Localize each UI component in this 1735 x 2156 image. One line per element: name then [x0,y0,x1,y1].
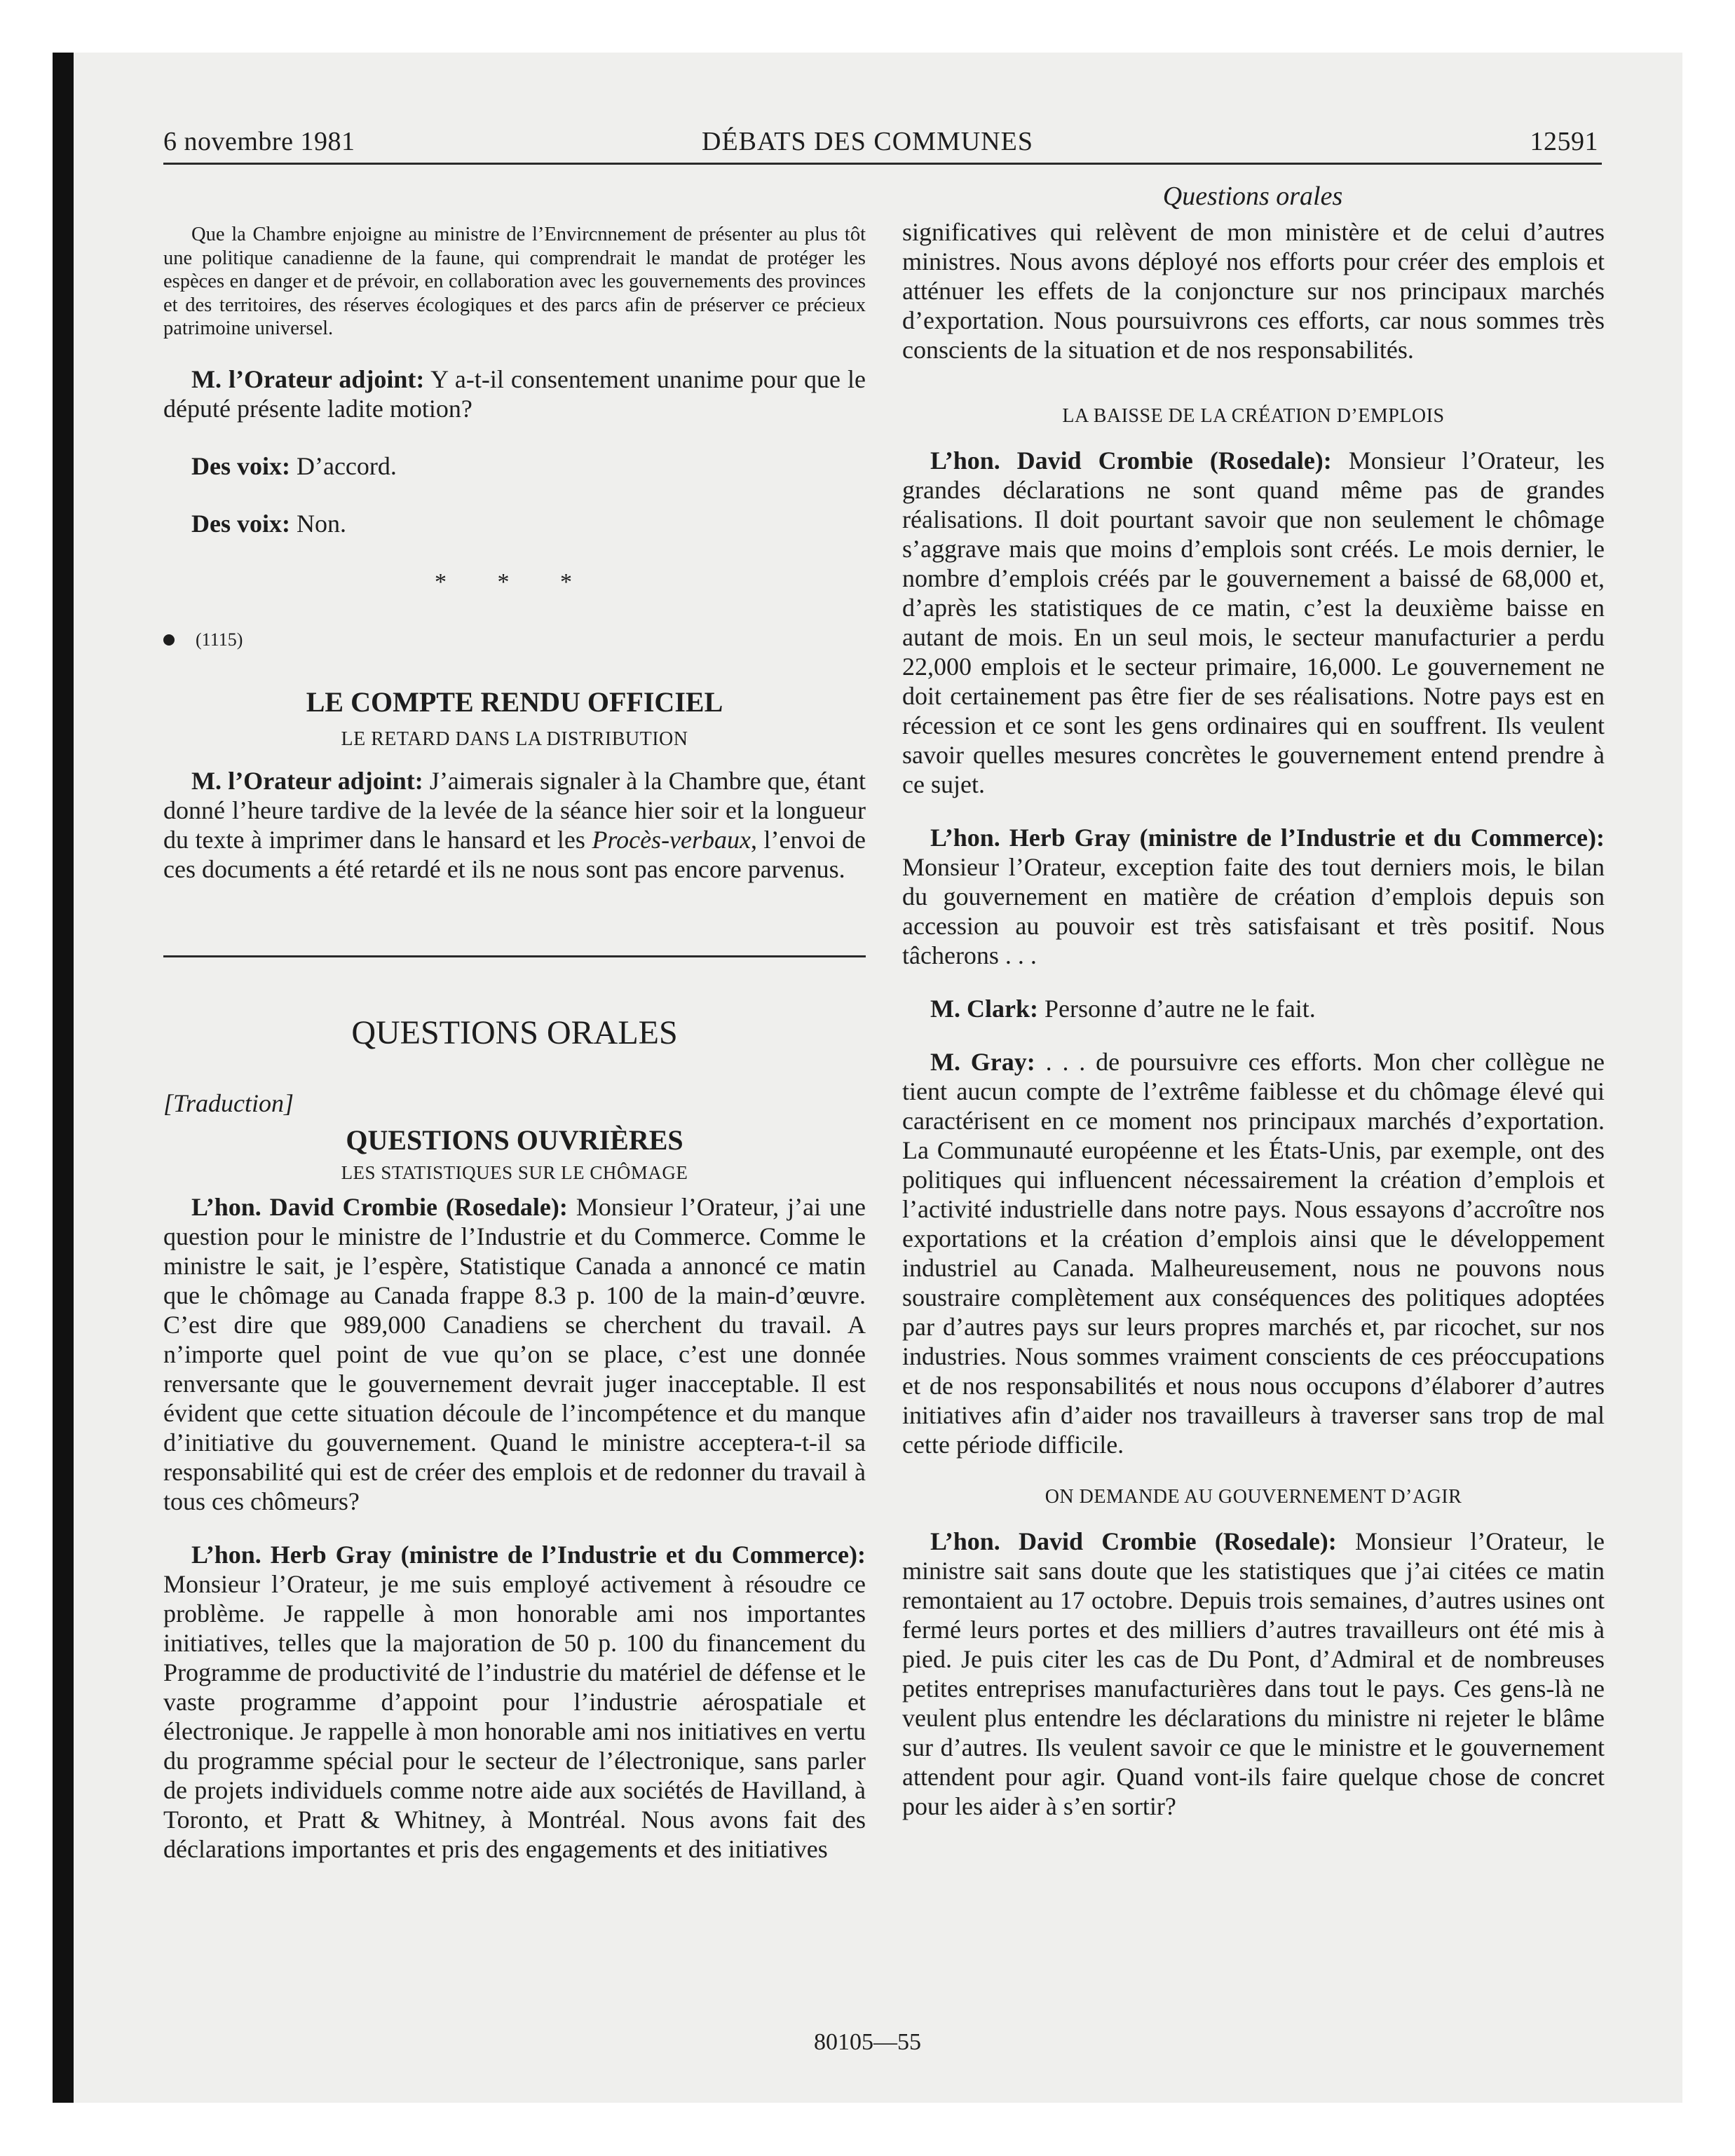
speaker-name: L’hon. Herb Gray (ministre de l’Industrie et du Commerce): [930,824,1605,852]
header-page-number: 12591 [1530,127,1598,156]
section-break-stars: * * * [435,568,594,595]
speaker-name: L’hon. David Crombie (Rosedale): [930,446,1332,475]
speaker-name: Des voix: [191,509,290,538]
speaker-name: L’hon. David Crombie (Rosedale): [930,1527,1337,1555]
heading-compte-rendu: LE COMPTE RENDU OFFICIEL [306,685,723,718]
header-date: 6 novembre 1981 [163,127,355,156]
speech-text: Monsieur l’Orateur, le ministre sait sans doute que les statistiques que j’ai citées ce matin remontaient au 17 octobre. Depuis trois semaines, d’autres usines ont fermé leurs portes et des milliers d’autres travailleurs ont été mis à pied. Je puis citer les cas de Du Pont, d’Admiral et de nombreuses petites entreprises manufacturières dans tout le pays. Ces gens-là ne veulent plus entendre les déclarations du ministre ni rejeter le blâme sur d’autres. Ils veulent savoir ce que le ministre et le gouvernement attendent pour agir. Quand vont-ils faire quelque chose de concret pour les aider à s’en sortir? [902,1527,1605,1820]
section-divider [163,955,866,957]
speech-text: Monsieur l’Orateur, j’ai une question pour le ministre de l’Industrie et du Commerce. Comme le ministre le sait, je l’espère, Statistique Canada a annoncé ce matin que le chômage au Canada frappe 8.3 p. 100 de la main-d’œuvre. C’est dire que 989,000 Canadiens se cherchent du travail. A n’importe quel point de vue qu’on se place, c’est une donnée renversante que le gouvernement devrait juger inacceptable. Il est évident que cette situation découle de l’incompétence et du manque d’initiative du gouvernement. Quand le ministre acceptera-t-il sa responsabilité qui est de créer des emplois et de redonner du travail à tous ces chômeurs? [163,1192,866,1515]
speaker-name: M. l’Orateur adjoint: [191,766,423,795]
header-rule [163,163,1602,165]
subheading-agir: ON DEMANDE AU GOUVERNEMENT D’AGIR [1045,1486,1462,1508]
speech-clark [902,994,1605,1023]
speech-text: D’accord. [290,451,397,480]
speech-text: Monsieur l’Orateur, exception faite des tout derniers mois, le bilan du gouvernement en matière de création d’emplois depuis son accession au pouvoir est très satisfaisant et très positif. Nous tâcherons . . . [902,853,1605,969]
speaker-name: L’hon. Herb Gray (ministre de l’Industrie et du Commerce): [191,1540,866,1569]
speech-text: J’aimerais signaler à la Chambre que, étant donné l’heure tardive de la levée de la séance hier soir et la longueur du texte à imprimer dans le hansard et les [163,766,866,854]
speech-text: Monsieur l’Orateur, je me suis employé activement à résoudre ce problème. Je rappelle à mon honorable ami nos importantes initiatives, telles que la majoration de 50 p. 100 du financement du Programme de productivité de l’industrie du matériel de défense et le vaste programme d’appoint pour l’industrie aérospatiale et électronique. Je rappelle à mon honorable ami nos initiatives en vertu du programme spécial pour le secteur de l’électronique, sans parler de projets individuels comme notre aide aux sociétés de Havilland, à Toronto, et Pratt & Whitney, à Montréal. Nous avons fait des déclarations importantes et pris des engagements et des initiatives [163,1569,866,1863]
speech-text: Monsieur l’Orateur, les grandes déclarations ne sont quand même pas de grandes réalisations. Il doit pourtant savoir que non seulement le chômage s’aggrave mais que moins d’emplois sont créés. Le mois dernier, le nombre d’emplois créés par le gouvernement a baissé de 68,000 et, d’après les statistiques de ce matin, c’est la deuxième baisse en autant de mois. En un seul mois, le secteur manufacturier a perdu 22,000 emplois et le secteur primaire, 16,000. Le gouvernement ne doit certainement pas être fier de ses réalisations. Notre pays est en récession et ce sont les gens ordinaires qui en souffrent. Ils veulent savoir quelles mesures concrètes le gouvernement entend prendre à ce sujet. [902,446,1605,798]
speech-text: Personne d’autre ne le fait. [1037,995,1316,1023]
speaker-name: M. l’Orateur adjoint: [191,364,425,393]
speech-text: . . . de poursuivre ces efforts. Mon cher collègue ne tient aucun compte de l’extrême faiblesse et du chômage élevé qui caractérisent en ce moment nos principaux marchés d’exportation. La Communauté européenne et les États-Unis, par exemple, ont des politiques qui influencent nécessairement la création d’emplois et l’activité industrielle dans notre pays. Nous essayons d’accroître nos exportations et la création d’emplois ainsi que le développement industriel au Canada. Malheureusement, nous ne pouvons nous soustraire complètement aux conséquences des politiques adoptées par d’autres pays sur leurs propres marchés et, par ricochet, sur nos industries. Nous sommes vraiment conscients de ces préoccupations et de nos responsabilités et nous nous occupons d’élaborer d’autres initiatives afin d’aider nos travailleurs à traverser sans trop de mal cette période difficile. [902,1048,1605,1459]
speech-crombie-1 [163,1192,866,1516]
speech-gray-1 [163,1540,866,1864]
speech-gray-3 [902,1047,1605,1459]
heading-questions-ouvrieres: QUESTIONS OUVRIÈRES [346,1124,683,1156]
section-title: QUESTIONS ORALES [351,1014,678,1051]
speaker-name: M. Gray: [930,1048,1035,1076]
speech-gray-2 [902,823,1605,970]
subheading-baisse-emplois: LA BAISSE DE LA CRÉATION D’EMPLOIS [1062,405,1445,427]
traduction-note: [Traduction] [163,1089,294,1117]
speaker-name: Des voix: [191,451,290,480]
footer-code: 80105—55 [814,2029,921,2055]
header-title: DÉBATS DES COMMUNES [702,127,1033,156]
speech-text: Non. [290,509,346,538]
right-column [902,217,1605,1821]
binding-edge [53,53,74,2103]
running-head: Questions orales [1162,182,1343,211]
subheading-retard: LE RETARD DANS LA DISTRIBUTION [341,728,688,750]
speech-crombie-2 [902,446,1605,799]
speech-text: Y a-t-il consentement unanime pour que le député présente ladite motion? [163,364,866,423]
subheading-statistiques: LES STATISTIQUES SUR LE CHÔMAGE [341,1161,688,1183]
speaker-name: L’hon. David Crombie (Rosedale): [191,1192,568,1221]
motion-text: Que la Chambre enjoigne au ministre de l’Envircnnement de présenter au plus tôt une politique canadienne de la faune, qui comprendrait le mandat de protéger les espèces en danger et de prévoir, en collaboration avec les gouvernements des provinces et des territoires, des réserves écologiques et des parcs afin de préserver ce précieux patrimoine universel. [163,224,866,339]
left-column [163,217,866,1864]
speech-text: , l’envoi de ces documents a été retardé et ils ne nous sont pas encore parvenus. [163,825,866,883]
speech-des-voix-1 [163,451,866,481]
time-marker [163,629,866,650]
speech-continuation: significatives qui relèvent de mon ministère et de celui d’autres ministres. Nous avons déployé nos efforts pour créer des emplois et atténuer les effets de la conjoncture sur nos principaux marchés d’exportation. Nous poursuivrons ces efforts, car nous sommes très conscients de la situation et de nos responsabilités. [902,218,1605,364]
speech-crombie-3 [902,1527,1605,1821]
speaker-name: M. Clark: [930,995,1038,1023]
time-marker-text: (1115) [196,629,243,650]
speech-orateur-adjoint-1 [163,364,866,423]
speech-italic: Procès-verbaux [592,825,751,854]
speech-orateur-adjoint-2 [163,766,866,884]
bullet-dot-icon [163,634,175,646]
speech-des-voix-2 [163,509,866,538]
